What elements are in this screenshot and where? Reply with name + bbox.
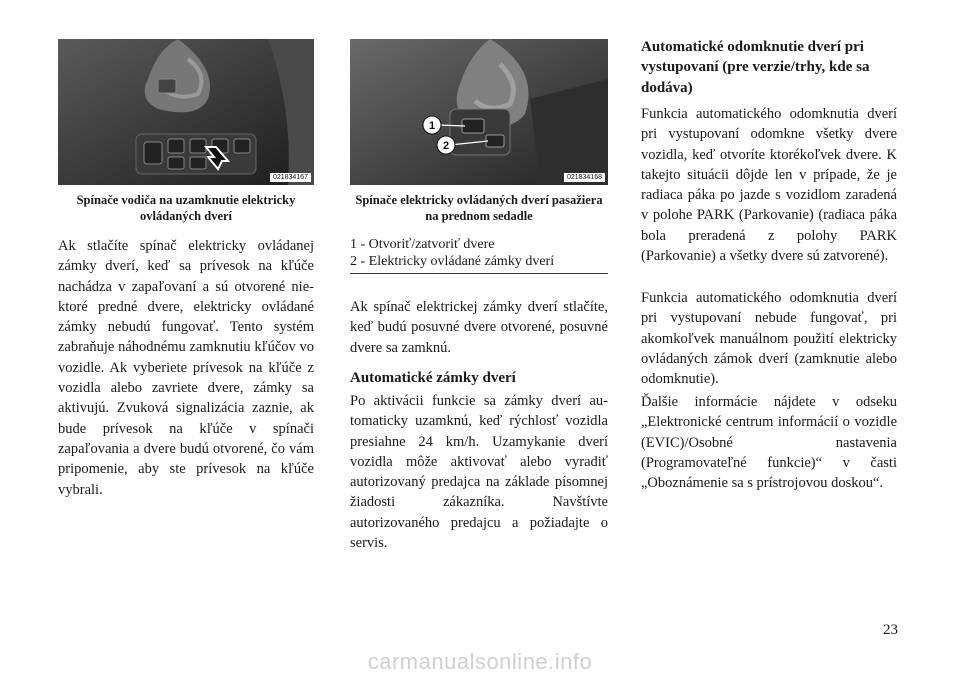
driver-door-switch-photo bbox=[58, 39, 314, 185]
legend-item: 2 - Elektricky ovládané zámky dverí bbox=[350, 254, 555, 269]
figure-caption: Spínače vodiča na uzamknutie elektricky ovládaných dverí bbox=[76, 193, 296, 223]
passenger-door-switch-photo bbox=[350, 39, 608, 185]
page-number: 23 bbox=[883, 622, 898, 638]
passenger-door-switch-illustration bbox=[350, 39, 608, 185]
body-paragraph: Ďalšie informácie nájdete v odseku „Elektronické centrum informácií o vozidle (EVIC)/Osobné nastavenia (Programovateľné funkcie)“ v časti „Oboznámenie sa s prístrojovou doskou“. bbox=[641, 394, 897, 492]
figure-legend bbox=[350, 236, 608, 274]
callout-1-label: 1 bbox=[428, 120, 436, 132]
body-paragraph: Po aktivácii funkcie sa zámky dverí automaticky uzamknú, keď rýchlosť vozidla presiahne 24 km/h. Uzamykanie dverí vozidla môže aktivovať alebo vyradiť autorizovaný predajca na základe písomnej žiadosti zákazníka. Navštívte autorizovaného predajcu a požiadajte o servis. bbox=[350, 393, 608, 552]
driver-door-switch-illustration bbox=[58, 39, 314, 185]
body-paragraph: Ak stlačíte spínač elektricky ovládanej zámky dverí, keď sa prívesok na kľúče nachádza v zapaľovaní a sú otvorené niektoré predné dvere, elektricky ovládané zámky nebudú fungovať. Tento systém zabraňuje náhodnému zamknutiu kľúčov vo vozidle. Ak vyberiete prívesok na kľúče z vozidla alebo zavriete dvere, zámky sa aktivujú. Zvuková signalizácia zaznie, ak bude prívesok na kľúče v spínači zapaľovania a dvere budú otvorené, čo vám pripomenie, aby ste prívesok na kľúče vybrali. bbox=[58, 238, 314, 498]
watermark: carmanualsonline.info bbox=[367, 649, 593, 674]
section-heading: Automatické odomknutie dverí pri vystupovaní (pre verzie/trhy, kde sa dodáva) bbox=[641, 39, 870, 96]
body-paragraph: Funkcia automatického odomknutia dverí pri vystupovaní nebude fungovať, pri akomkoľvek manuálnom použití elektricky ovládaných zámok dverí (zamknutie alebo odomknutie). bbox=[641, 290, 897, 388]
legend-item: 1 - Otvoriť/zatvoriť dvere bbox=[350, 237, 495, 252]
figure-code: 021834167 bbox=[270, 173, 311, 182]
figure-code: 021834168 bbox=[564, 173, 605, 182]
body-paragraph: Ak spínač elektrickej zámky dverí stlačíte, keď budú posuvné dvere otvorené, posuvné dvere sa zamknú. bbox=[350, 299, 608, 356]
callout-2-label: 2 bbox=[442, 140, 450, 152]
section-heading: Automatické zámky dverí bbox=[350, 370, 516, 386]
body-paragraph: Funkcia automatického odomknutia dverí pri vystupovaní odomkne všetky dvere vozidla, keď otvoríte ktorékoľvek dvere. K takejto situácii dôjde len v prípade, že je radiaca páka po jazde s vozidlom zaradená v polohe PARK (Parkovanie) (radiaca páka bola preradená z polohy PARK (Parkovanie) a všetky dvere sú zatvorené). bbox=[641, 106, 897, 265]
figure-caption: Spínače elektricky ovládaných dverí pasažiera na prednom sedadle bbox=[355, 193, 603, 223]
